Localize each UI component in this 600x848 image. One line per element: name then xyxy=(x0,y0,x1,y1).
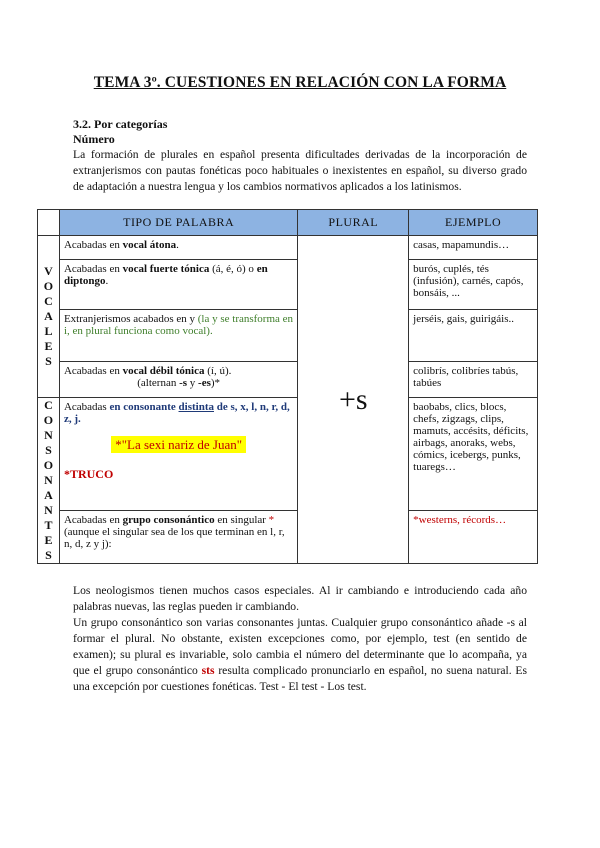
tipo-cell: Acabadas en consonante distinta de s, x, l, n, r, d, z, j. *"La sexi nariz de Juan" *TRUCO xyxy=(59,398,297,511)
table-header-row xyxy=(38,210,538,236)
header-plural: PLURAL xyxy=(298,210,409,236)
subsection-heading: Número xyxy=(73,132,115,146)
table-row xyxy=(38,236,538,260)
tipo-cell: Acabadas en vocal débil tónica (í, ú). (alternan -s y -es)* xyxy=(59,362,297,398)
table-row xyxy=(38,310,538,362)
ejemplo-cell: casas, mapamundis… xyxy=(409,236,538,260)
section-heading: 3.2. Por categorías xyxy=(73,117,168,131)
trick-label: *TRUCO xyxy=(63,467,114,481)
tipo-cell: Acabadas en vocal fuerte tónica (á, é, ó) o en diptongo. xyxy=(59,260,297,310)
ejemplo-cell: jerséis, gais, guirigáis.. xyxy=(409,310,538,362)
ejemplo-cell: colibrís, colibríes tabús, tabúes xyxy=(409,362,538,398)
ejemplo-cell: *westerns, récords… xyxy=(409,510,538,563)
paragraph-neologismos: Los neologismos tienen muchos casos especiales. Al ir cambiando e introduciendo cada año palabras nuevas, las reglas pueden ir cambiando. xyxy=(73,584,527,613)
consonantes-label: C O N S O N A N T E S xyxy=(38,398,60,564)
plurals-table xyxy=(37,209,538,564)
table-row xyxy=(38,260,538,310)
ejemplo-cell: burós, cuplés, tés (infusión), carnés, capós, bonsáis, ... xyxy=(409,260,538,310)
header-tipo: TIPO DE PALABRA xyxy=(59,210,297,236)
paragraph-grupo-consonantico: Un grupo consonántico son varias consonantes juntas. Cualquier grupo consonántico añade -s al formar el plural. No obstante, existen excepciones como, por ejemplo, test (en sentido de examen); su plural es invariable, solo cambia el número del determinante que lo acompaña, ya que el grupo consonántico sts resulta complicado pronunciarlo en español, no suena natural. Es una excepción por cuestiones fonéticas. Test - El test - Los test. xyxy=(73,616,528,693)
page-title: TEMA 3º. CUESTIONES EN RELACIÓN CON LA FORMA xyxy=(93,74,507,91)
header-ejemplo: EJEMPLO xyxy=(409,210,538,236)
table-row xyxy=(38,398,538,511)
table-row xyxy=(38,362,538,398)
plural-rule: +s xyxy=(298,236,409,564)
tipo-cell: Acabadas en grupo consonántico en singular *(aunque el singular sea de los que terminan en l, r, n, d, z y j): xyxy=(59,510,297,563)
tipo-cell: Acabadas en vocal átona. xyxy=(59,236,297,260)
ejemplo-cell: baobabs, clics, blocs, chefs, zigzags, clips, mamuts, accésits, déficits, airbags, anoraks, webs, cómics, icebergs, punks, tuaregs… xyxy=(409,398,538,511)
table-corner xyxy=(38,210,60,236)
table-row xyxy=(38,510,538,563)
intro-paragraph: La formación de plurales en español presenta dificultades derivadas de la incorporación de extranjerismos con pautas fonéticas poco habituales o inexistentes en español, su diverso grado de adaptación a nuestra lengua y los cambios normativos aplicados a los latinismos. xyxy=(73,148,527,193)
tipo-cell: Extranjerismos acabados en y (la y se transforma en i, en plural funciona como vocal). xyxy=(59,310,297,362)
mnemonic-highlight: *"La sexi nariz de Juan" xyxy=(111,436,246,453)
vocales-label: V O C A L E S xyxy=(38,236,60,398)
closing-text xyxy=(73,583,527,695)
